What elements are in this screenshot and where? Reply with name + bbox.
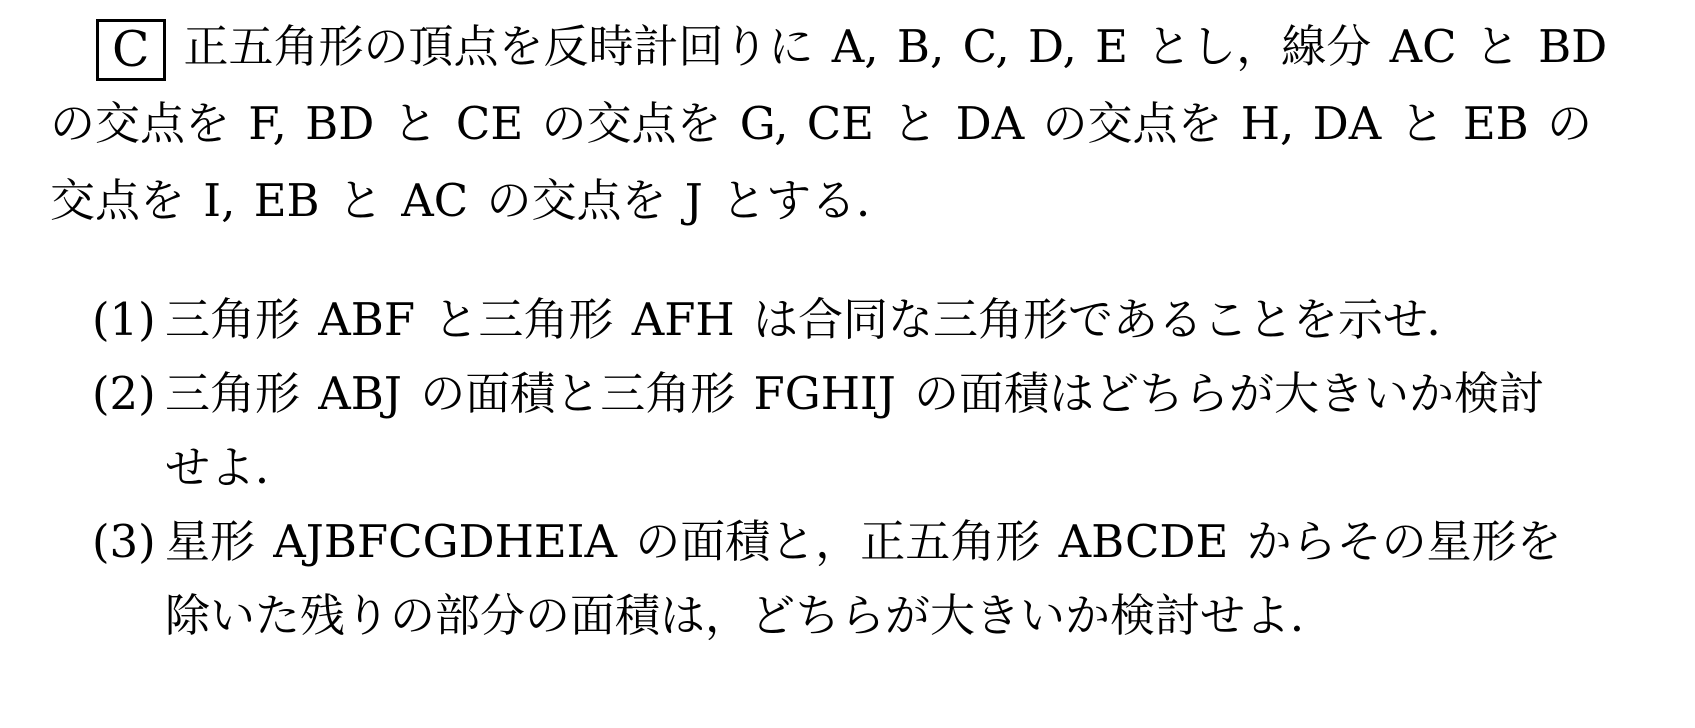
question-1-text: 三角形 ABF と三角形 AFH は合同な三角形であることを示せ． [165,293,1472,346]
question-item-2 [92,357,1695,505]
statement-line-1 [50,8,1665,85]
question-3-number: (3) [92,515,156,568]
question-2-text: 三角形 ABJ の面積と三角形 FGHIJ の面積はどちらが大きいか検討 [165,367,1545,420]
problem-label-box: C [96,19,166,81]
question-1-line-1 [92,283,1695,357]
statement-line-3: 交点を I, EB と AC の交点を J とする． [50,174,902,227]
problem-statement [50,8,1665,239]
question-3-line-1 [92,505,1695,579]
statement-line-1-text: 正五角形の頂点を反時計回りに A, B, C, D, E とし，線分 AC と BD [183,20,1608,73]
question-list [92,283,1695,653]
statement-line-2: の交点を F, BD と CE の交点を G, CE と DA の交点を H, DA と EB の [50,97,1593,150]
question-2-line-2: せよ． [165,441,301,494]
question-1-number: (1) [92,293,156,346]
question-3-text: 星形 AJBFCGDHEIA の面積と，正五角形 ABCDE からその星形を [165,515,1562,568]
question-item-3 [92,505,1695,653]
question-2-number: (2) [92,367,156,420]
question-3-line-2: 除いた残りの部分の面積は，どちらが大きいか検討せよ． [165,589,1336,642]
question-2-line-1 [92,357,1695,431]
question-item-1 [92,283,1695,357]
